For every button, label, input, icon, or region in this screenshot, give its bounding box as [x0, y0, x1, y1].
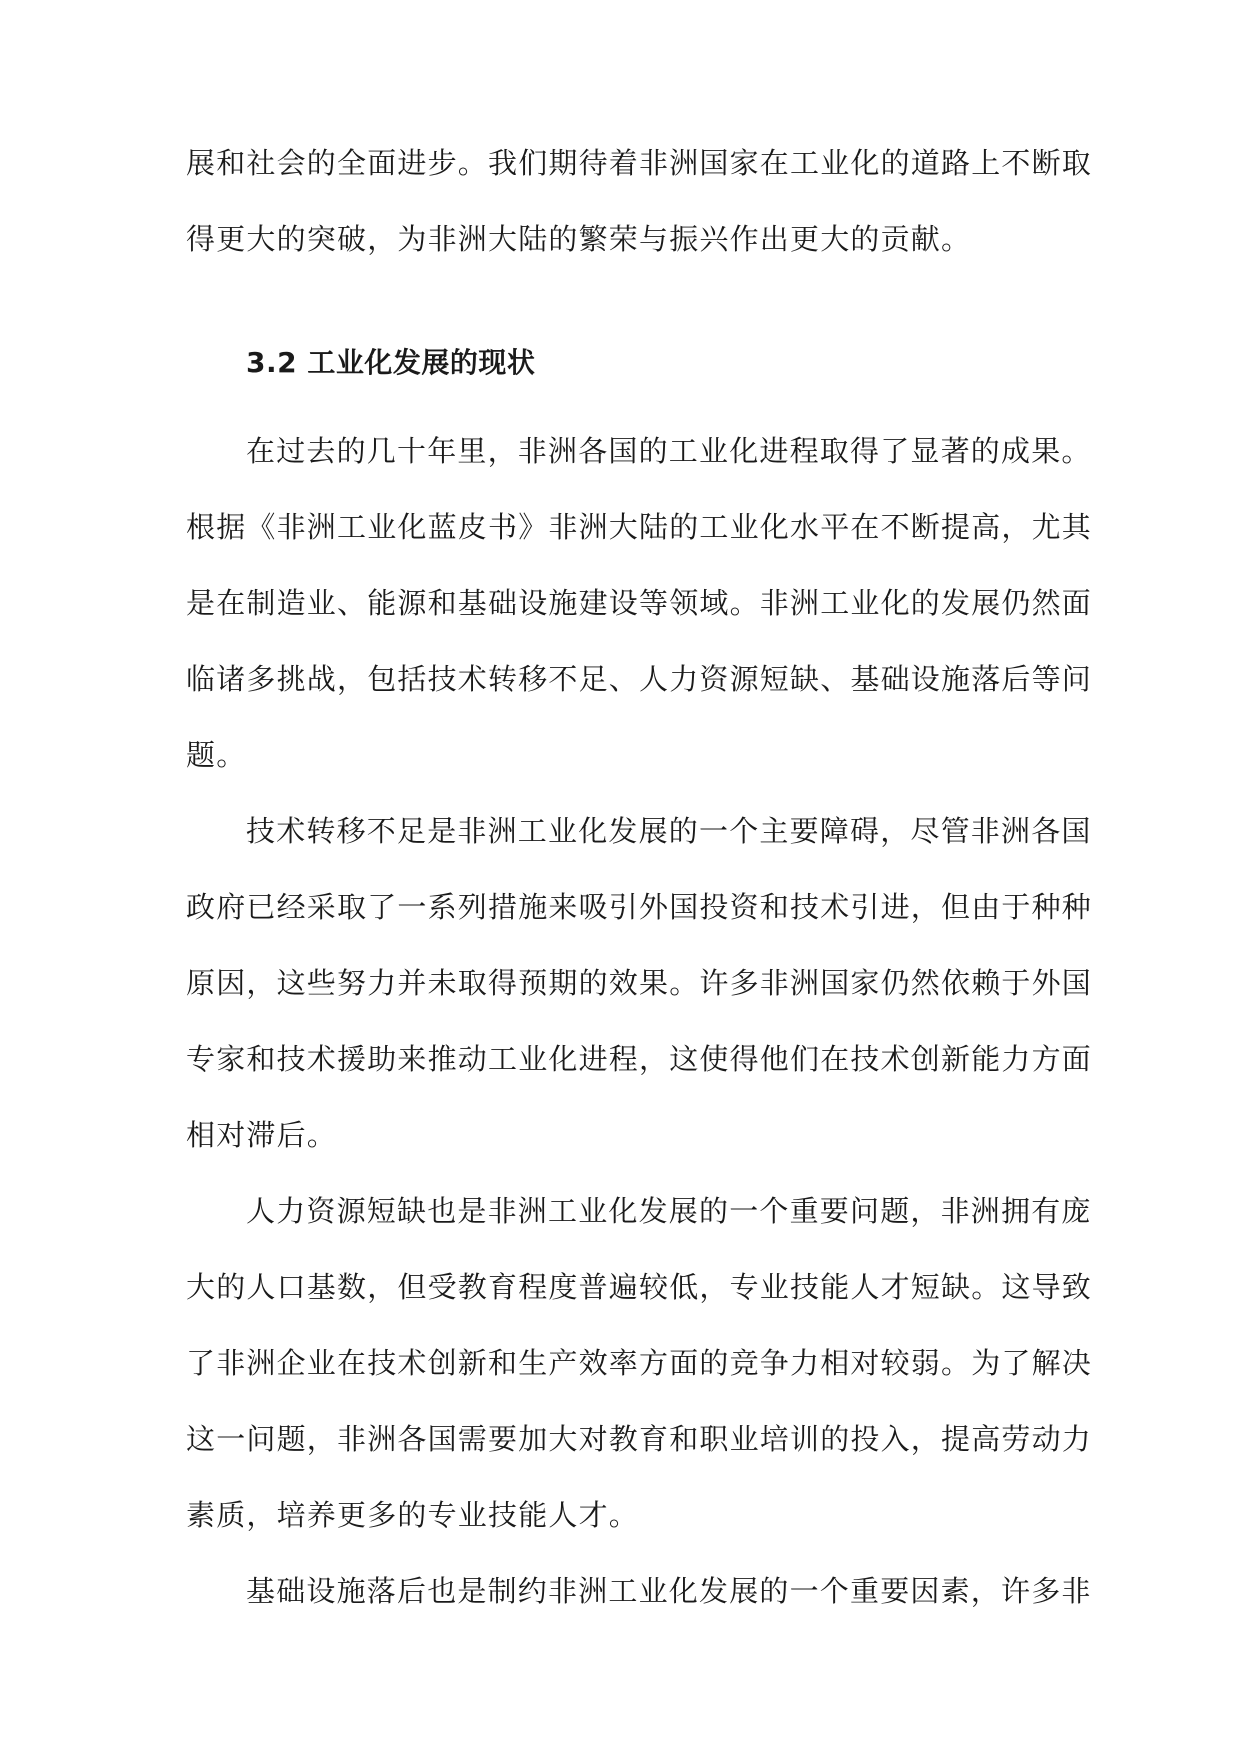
- paragraph-4: [186, 1553, 1092, 1629]
- text-line: 政府已经采取了一系列措施来吸引外国投资和技术引进，但由于种种: [186, 890, 1093, 924]
- text-line: 素质，培养更多的专业技能人才。: [186, 1498, 640, 1532]
- text-line: 原因，这些努力并未取得预期的效果。许多非洲国家仍然依赖于外国: [186, 966, 1093, 1000]
- text-line: 了非洲企业在技术创新和生产效率方面的竞争力相对较弱。为了解决: [186, 1346, 1093, 1380]
- text-line: 专家和技术援助来推动工业化进程，这使得他们在技术创新能力方面: [186, 1042, 1093, 1076]
- intro-paragraph: [186, 125, 1093, 277]
- text-line: 相对滞后。: [186, 1118, 338, 1152]
- paragraph-1: [186, 413, 1093, 793]
- text-line: 人力资源短缺也是非洲工业化发展的一个重要问题，非洲拥有庞: [246, 1194, 1092, 1228]
- text-line: 大的人口基数，但受教育程度普遍较低，专业技能人才短缺。这导致: [186, 1270, 1093, 1304]
- document-page: [186, 125, 1093, 1629]
- text-line: 是在制造业、能源和基础设施建设等领域。非洲工业化的发展仍然面: [186, 586, 1093, 620]
- paragraph-2: [186, 793, 1093, 1173]
- text-line: 得更大的突破，为非洲大陆的繁荣与振兴作出更大的贡献。: [186, 222, 972, 256]
- section-heading: 3.2 工业化发展的现状: [246, 346, 536, 379]
- text-line: 根据《非洲工业化蓝皮书》非洲大陆的工业化水平在不断提高，尤其: [186, 510, 1093, 544]
- text-line: 这一问题，非洲各国需要加大对教育和职业培训的投入，提高劳动力: [186, 1422, 1093, 1456]
- text-line: 基础设施落后也是制约非洲工业化发展的一个重要因素，许多非: [246, 1574, 1092, 1608]
- text-line: 展和社会的全面进步。我们期待着非洲国家在工业化的道路上不断取: [186, 146, 1093, 180]
- text-line: 在过去的几十年里，非洲各国的工业化进程取得了显著的成果。: [246, 434, 1092, 468]
- paragraph-3: [186, 1173, 1093, 1553]
- text-line: 技术转移不足是非洲工业化发展的一个主要障碍，尽管非洲各国: [246, 814, 1092, 848]
- text-line: 临诸多挑战，包括技术转移不足、人力资源短缺、基础设施落后等问: [186, 662, 1093, 696]
- text-line: 题。: [186, 738, 247, 772]
